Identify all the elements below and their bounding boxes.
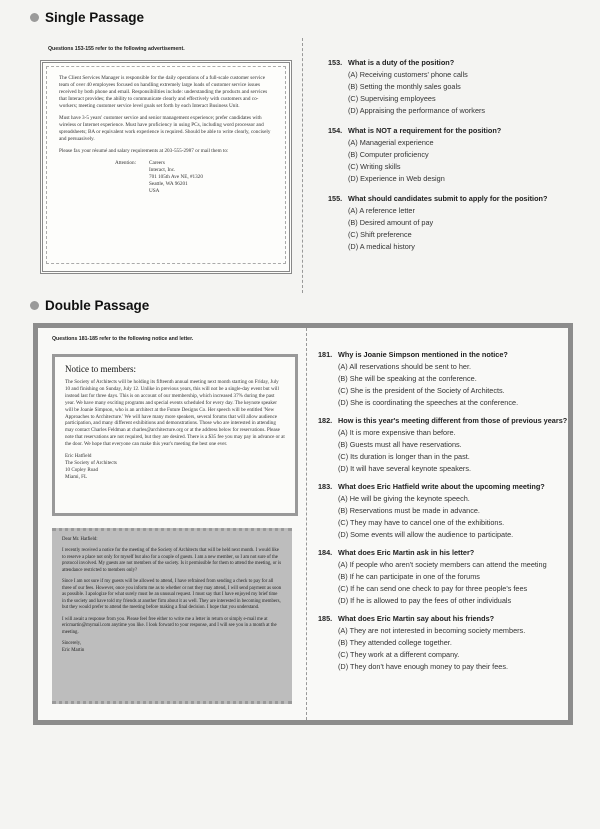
double-passage-questions [318,350,568,674]
single-passage-left-column [34,38,303,293]
answer-option[interactable]: (B) Setting the monthly sales goals [348,82,461,91]
question-184: 184. What does Eric Martin ask in his letter? (A) If people who aren't society members can attend the meeting (B) If he can participate in one of the forums (C) If he can send one check to pay for three people's fees (D) If he is allowed to pay the fees of other individuals [318,548,568,605]
single-passage-questions [328,58,590,254]
answer-option[interactable]: (A) He will be giving the keynote speech. [338,494,470,503]
answer-option[interactable]: (B) Computer proficiency [348,150,429,159]
answer-option[interactable]: (A) A reference letter [348,206,415,215]
answer-option[interactable]: (D) Appraising the performance of workers [348,106,486,115]
answer-option[interactable]: (D) Experience in Web design [348,174,445,183]
question-154: 154. What is NOT a requirement for the position? (A) Managerial experience (B) Computer proficiency (C) Writing skills (D) Experience in Web design [328,126,590,183]
notice-signature: Eric Hatfield The Society of Architects 10 Copley Road Miami, FL [65,452,117,480]
answer-option[interactable]: (A) Receiving customers' phone calls [348,70,468,79]
answer-option[interactable]: (D) She is coordinating the speeches at the conference. [338,398,519,407]
bullet-icon [30,13,39,22]
answer-option[interactable]: (B) She will be speaking at the conference. [338,374,477,383]
answer-option[interactable]: (A) They are not interested in becoming society members. [338,626,526,635]
ad-paragraph: The Client Services Manager is responsible for the daily operations of a full-scale customer service team of over 40 employees focused on handling extremely large loads of customer service issues received by both phone and email. Responsibilities include: understanding the products and services that Interact provides; the ability to communicate clearly and effectively with customers and co-workers; meeting customer service level goals set forth by each Interact Business Unit. [59,75,268,110]
answer-option[interactable]: (C) If he can send one check to pay for three people's fees [338,584,528,593]
answer-option[interactable]: (C) Its duration is longer than in the past. [338,452,470,461]
answer-option[interactable]: (D) It will have several keynote speakers. [338,464,472,473]
question-182: 182. How is this year's meeting different from those of previous years? (A) It is more expensive than before. (B) Guests must all have reservations. (C) Its duration is longer than in the past. (D) It will have several keynote speakers. [318,416,568,473]
question-185: 185. What does Eric Martin say about his friends? (A) They are not interested in becoming society members. (B) They attended college together. (C) They work at a different company. (D) They don't have enough money to pay their fees. [318,614,568,671]
ad-paragraph: Must have 3-5 years' customer service and senior management experience; prefer candidates with wireless or Internet experience. Must have proficiency in using PCs, including word processor and spreadsheets; BA or equivalent work experience is required. Should be able to write clearly, concisely and persuasively. [59,115,271,143]
double-passage-heading: Double Passage [30,298,149,313]
answer-option[interactable]: (C) Supervising employees [348,94,436,103]
letter-closing: Sincerely, [62,641,82,647]
answer-option[interactable]: (D) Some events will allow the audience to participate. [338,530,514,539]
single-passage-intro: Questions 153-155 refer to the following advertisement. [48,46,185,52]
letter-paragraph: Since I am not sure if my guests will be allowed to attend, I have refrained from sending a check to pay for all three of our fees. However, once you inform me as to whether or not they may attend, I will send payment as soon as possible. I apologize for what surely must be an unusual request. I must say that I have enjoyed my brief time in the society and have told my friends at another firm about it as well. They are interested in becoming members, but they would prefer to attend the meeting before making a final decision. I hope that you understand. [62,579,282,611]
ad-paragraph: Please fax your résumé and salary requirements at 203-555-2987 or mail them to: [59,148,229,155]
answer-option[interactable]: (A) If people who aren't society members can attend the meeting [338,560,547,569]
bullet-icon [30,301,39,310]
advertisement-text [46,66,286,264]
question-181: 181. Why is Joanie Simpson mentioned in the notice? (A) All reservations should be sent to her. (B) She will be speaking at the conference. (C) She is the president of the Society of Architects. (D) She is coordinating the speeches at the conference. [318,350,568,407]
answer-option[interactable]: (C) Shift preference [348,230,412,239]
answer-option[interactable]: (A) All reservations should be sent to her. [338,362,472,371]
single-passage-heading: Single Passage [30,10,144,25]
question-183: 183. What does Eric Hatfield write about the upcoming meeting? (A) He will be giving the keynote speech. (B) Reservations must be made in advance. (C) They may have to cancel one of the exhibitions. (D) Some events will allow the audience to participate. [318,482,568,539]
ad-address-block: Attention: Careers Interact, Inc. 701 105th Ave NE, #1320 Seattle, WA 96201 USA [115,160,203,195]
question-155: 155. What should candidates submit to apply for the position? (A) A reference letter (B) Desired amount of pay (C) Shift preference (D) A medical history [328,194,590,251]
double-passage-intro: Questions 181-185 refer to the following notice and letter. [52,336,194,342]
answer-option[interactable]: (B) If he can participate in one of the forums [338,572,480,581]
answer-option[interactable]: (C) Writing skills [348,162,401,171]
answer-option[interactable]: (D) If he is allowed to pay the fees of other individuals [338,596,512,605]
answer-option[interactable]: (D) They don't have enough money to pay their fees. [338,662,508,671]
answer-option[interactable]: (A) Managerial experience [348,138,434,147]
advertisement-box [40,60,292,274]
letter-box [52,528,292,704]
letter-greeting: Dear Mr. Hatfield: [62,537,98,542]
question-153: 153. What is a duty of the position? (A) Receiving customers' phone calls (B) Setting the monthly sales goals (C) Supervising employees (D) Appraising the performance of workers [328,58,590,115]
answer-option[interactable]: (B) They attended college together. [338,638,452,647]
answer-option[interactable]: (A) It is more expensive than before. [338,428,456,437]
letter-paragraph: I recently received a notice for the meeting of the Society of Architects that will be held next month. I would like to reserve a place not only for myself but also for a couple of guests. I am a new member, so I am not sure of the protocol involved. My guests are not members of the society. Is it permissible for them to attend the meeting, or is attendance restricted to members only? [62,548,282,573]
answer-option[interactable]: (C) She is the president of the Society of Architects. [338,386,505,395]
answer-option[interactable]: (B) Guests must all have reservations. [338,440,462,449]
answer-option[interactable]: (C) They work at a different company. [338,650,460,659]
double-passage-frame [33,323,573,725]
letter-signature: Eric Martin [62,647,85,653]
answer-option[interactable]: (D) A medical history [348,242,415,251]
answer-option[interactable]: (B) Reservations must be made in advance. [338,506,480,515]
double-passage-left-column [38,328,307,720]
notice-box [52,354,298,516]
letter-paragraph: I will await a response from you. Please feel free either to write me a letter in return or simply e-mail me at ericmartin@mymail.com anytime you like. I look forward to your response, and I will see you in a month at the meeting. [62,616,277,635]
notice-title: Notice to members: [65,364,136,374]
answer-option[interactable]: (B) Desired amount of pay [348,218,434,227]
answer-option[interactable]: (C) They may have to cancel one of the exhibitions. [338,518,505,527]
notice-body: The Society of Architects will be holding its fifteenth annual meeting next month starting on Friday, July 10 and finishing on Sunday, July 12. Unlike in previous years, this will not be a single-day event but will instead last for three days. This is on account of our membership, which increased 37% during the past year. We have many exciting programs and special events scheduled for every day. The keynote speaker will be Joanie Simpson, who is an architect at the Future Designs Co. Her speech will be entitled 'New Approaches to Architecture.' We will have many more speakers, several forums that will allow audience participation, and many different exhibitions and demonstrations. Those who are interested in attending may contact Charles Feldman at charles@architecture.org or at the address below for reservations. Please note that reservations are not required, but they are desired. There is a $35 fee you may pay in advance or at the door. We hope that everyone can make this year's meeting the best one ever. [65,379,285,448]
